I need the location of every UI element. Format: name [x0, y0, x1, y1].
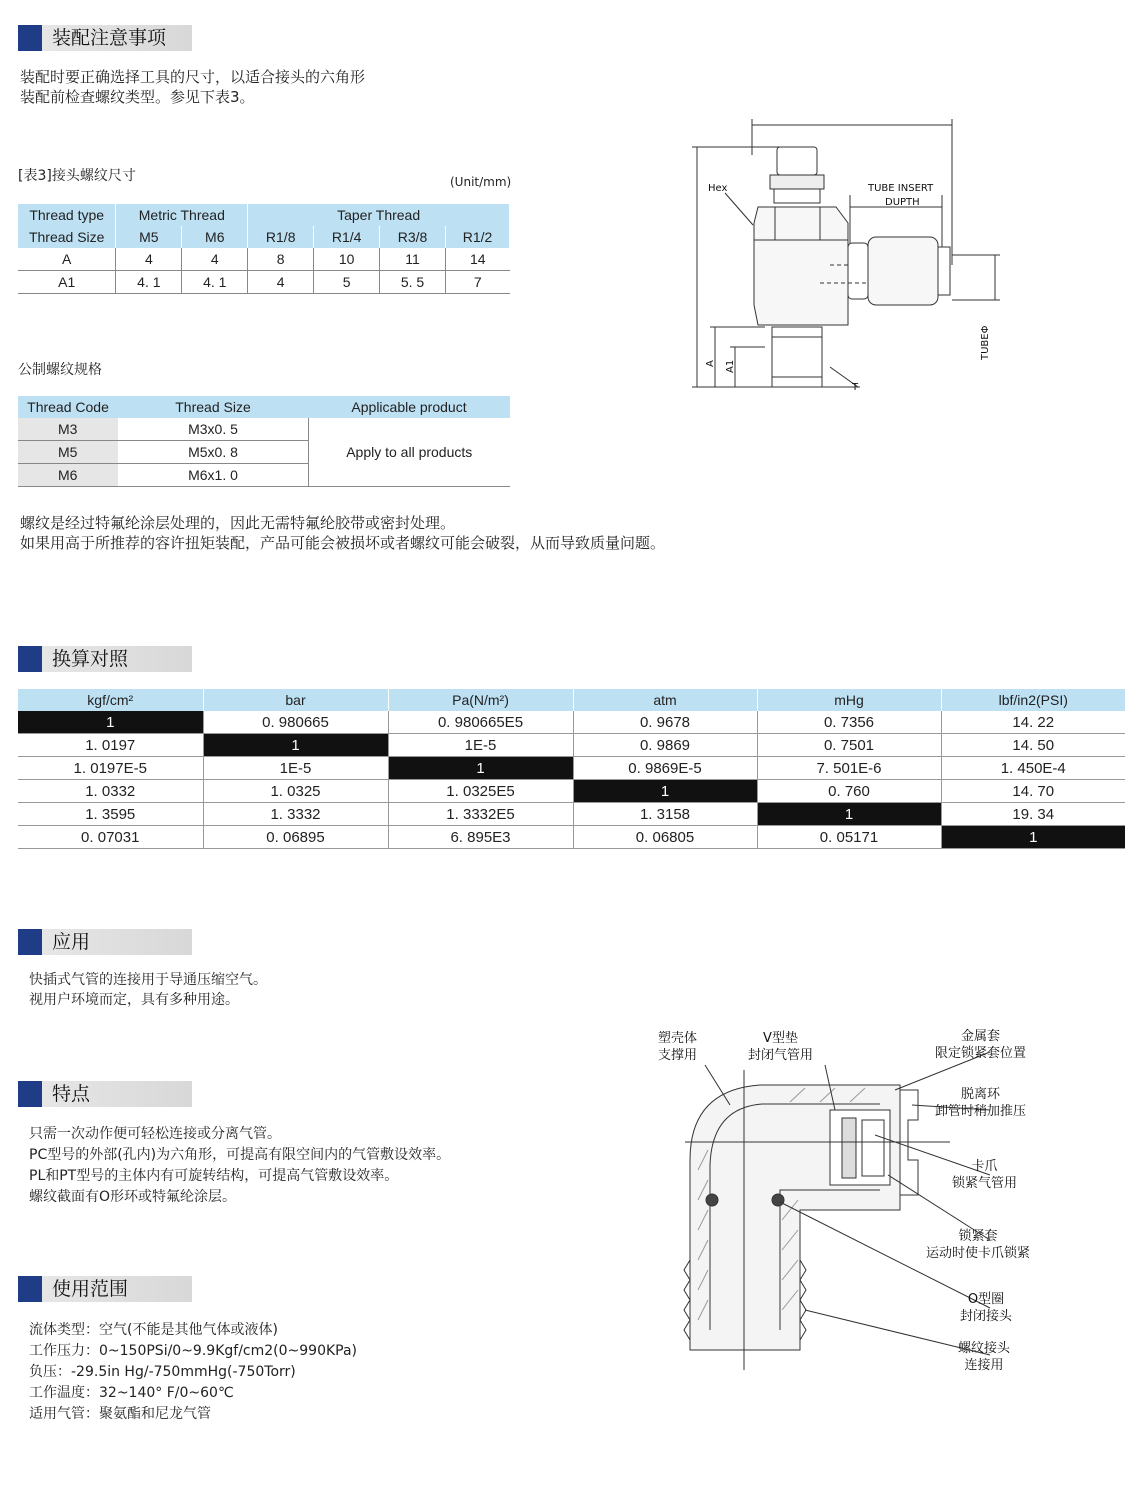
label-lock-sleeve: 锁紧套 运动时使卡爪锁紧	[926, 1229, 1031, 1261]
thread-size-table	[18, 204, 510, 294]
section-header-features	[18, 1081, 192, 1107]
section-title: 装配注意事项	[42, 25, 192, 51]
header-metric-thread: Metric Thread	[116, 204, 248, 226]
size-cell: M6	[182, 226, 248, 248]
label-metal-sleeve: 金属套 限定锁紧套位置	[935, 1029, 1027, 1061]
table-row: M3 M3x0. 5 Apply to all products	[18, 418, 510, 441]
section-header-usage	[18, 1276, 192, 1302]
header-thread-size: Thread Size	[118, 396, 308, 418]
section-header-assembly	[18, 25, 192, 51]
label-v-pad: V型垫 封闭气管用	[748, 1031, 814, 1063]
size-cell: R1/2	[446, 226, 510, 248]
label-claw: 卡爪 锁紧气管用	[952, 1159, 1018, 1191]
table-row: 1. 0197 1 1E-5 0. 9869 0. 7501 14. 50	[18, 734, 1125, 757]
size-cell: R1/4	[314, 226, 380, 248]
section-marker	[18, 1081, 42, 1107]
label-plastic-body: 塑壳体 支撑用	[658, 1031, 698, 1063]
table3-unit: (Unit/mm)	[450, 175, 512, 189]
section-title: 特点	[42, 1081, 192, 1107]
header-thread-size: Thread Size	[18, 226, 116, 248]
usage-text: 流体类型：空气(不能是其他气体或液体) 工作压力：0~150PSi/0~9.9Kgf/cm2(0~990KPa) 负压：-29.5in Hg/-750mmHg(-750Torr) 工作温度：32~140° F/0~60℃ 适用气管：聚氨酯和尼龙气管	[29, 1322, 358, 1422]
header-kgf: kgf/cm²	[18, 689, 203, 711]
section-header-application	[18, 929, 192, 955]
header-atm: atm	[573, 689, 757, 711]
size-cell: M5	[116, 226, 182, 248]
header-thread-code: Thread Code	[18, 396, 118, 418]
label-release-ring: 脱离环 卸管时稍加推压	[935, 1087, 1027, 1119]
header-mhg: mHg	[757, 689, 941, 711]
header-taper-thread: Taper Thread	[248, 204, 510, 226]
features-text: 只需一次动作便可轻松连接或分离气管。 PC型号的外部(孔内)为六角形，可提高有限空间内的气管敷设效率。 PL和PT型号的主体内有可旋转结构，可提高气管敷设效率。 螺纹截面有O形环或特氟纶涂层。	[29, 1126, 451, 1205]
section-marker	[18, 646, 42, 672]
label-tube-insert: TUBE INSERT	[868, 183, 934, 194]
label-a: A	[705, 360, 716, 367]
metric-table-caption: 公制螺纹规格	[18, 362, 102, 378]
label-thread-joint: 螺纹接头 连接用	[958, 1341, 1011, 1373]
section-header-conversion	[18, 646, 192, 672]
section-marker	[18, 1276, 42, 1302]
header-bar: bar	[203, 689, 388, 711]
section-marker	[18, 929, 42, 955]
table-row: 0. 07031 0. 06895 6. 895E3 0. 06805 0. 05171 1	[18, 826, 1125, 849]
table-row: M5 M5x0. 8	[18, 441, 510, 464]
applicable-cell: Apply to all products	[308, 418, 510, 487]
size-cell: R3/8	[380, 226, 446, 248]
table-row: A 4 4 8 10 11 14	[18, 248, 510, 271]
section-marker	[18, 25, 42, 51]
metric-thread-table	[18, 396, 510, 487]
table-row: 1. 3595 1. 3332 1. 3332E5 1. 3158 1 19. 34	[18, 803, 1125, 826]
fitting-cross-section-drawing	[650, 1030, 1110, 1380]
header-psi: lbf/in2(PSI)	[941, 689, 1125, 711]
pressure-conversion-table	[18, 689, 1125, 849]
section-title: 换算对照	[42, 646, 192, 672]
table-row: 1. 0197E-5 1E-5 1 0. 9869E-5 7. 501E-6 1. 450E-4	[18, 757, 1125, 780]
label-depth: DUPTH	[885, 197, 920, 208]
assembly-text: 装配时要正确选择工具的尺寸，以适合接头的六角形 装配前检查螺纹类型。参见下表3。	[20, 68, 366, 106]
label-t: T	[852, 382, 859, 393]
header-pa: Pa(N/m²)	[388, 689, 573, 711]
label-o-ring: O型圈 封闭接头	[960, 1292, 1013, 1324]
section-title: 使用范围	[42, 1276, 192, 1302]
header-thread-type: Thread type	[18, 204, 116, 226]
header-applicable: Applicable product	[308, 396, 510, 418]
table-row: 1. 0332 1. 0325 1. 0325E5 1 0. 760 14. 70	[18, 780, 1125, 803]
section-title: 应用	[42, 929, 192, 955]
application-text: 快插式气管的连接用于导通压缩空气。 视用户环境而定，具有多种用途。	[29, 972, 267, 1008]
label-a1: A1	[725, 359, 736, 373]
thread-note: 螺纹是经过特氟纶涂层处理的，因此无需特氟纶胶带或密封处理。 如果用高于所推荐的容许扭矩装配，产品可能会被损坏或者螺纹可能会破裂，从而导致质量问题。	[20, 514, 666, 552]
size-cell: R1/8	[248, 226, 314, 248]
label-tube-phi: TUBEΦ	[980, 325, 991, 360]
label-hex: Hex	[708, 183, 728, 194]
table-row: 1 0. 980665 0. 980665E5 0. 9678 0. 7356 14. 22	[18, 711, 1125, 734]
table-row: A1 4. 1 4. 1 4 5 5. 5 7	[18, 271, 510, 294]
table3-caption: [表3]接头螺纹尺寸	[18, 168, 136, 184]
fitting-dimension-drawing	[680, 115, 1010, 405]
table-row: M6 M6x1. 0	[18, 464, 510, 487]
